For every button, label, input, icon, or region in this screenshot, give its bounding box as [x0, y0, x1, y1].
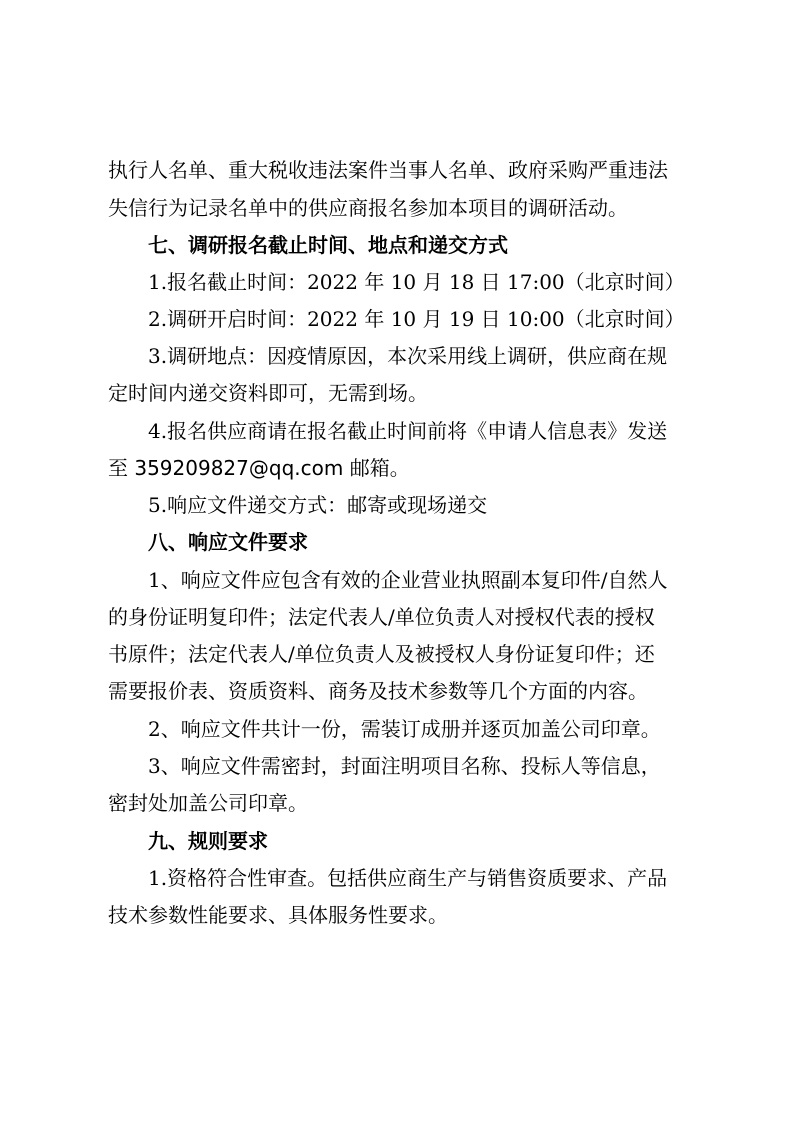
email-address: 359209827@qq.com: [134, 456, 344, 480]
section-8-item-1-line-2: 的身份证明复印件；法定代表人/单位负责人对授权代表的授权: [108, 605, 655, 629]
intro-line-1: 执行人名单、重大税收违法案件当事人名单、政府采购严重违法: [108, 158, 668, 182]
email-suffix: 邮箱。: [343, 456, 410, 480]
section-8-item-1-line-3: 书原件；法定代表人/单位负责人及被授权人身份证复印件；还: [108, 642, 655, 666]
section-7-item-3-line-1: 3.调研地点：因疫情原因，本次采用线上调研，供应商在规: [148, 344, 668, 368]
section-8-item-3-line-2: 密封处加盖公司印章。: [108, 791, 308, 815]
section-8-item-1-line-4: 需要报价表、资质资料、商务及技术参数等几个方面的内容。: [108, 679, 648, 703]
section-9-heading: 九、规则要求: [148, 829, 268, 853]
section-9-item-1-line-1: 1.资格符合性审查。包括供应商生产与销售资质要求、产品: [148, 866, 668, 890]
section-7-item-2: 2.调研开启时间：2022 年 10 月 19 日 10:00（北京时间）: [148, 307, 685, 331]
section-7-heading: 七、调研报名截止时间、地点和递交方式: [148, 233, 508, 257]
section-7-item-4-line-1: 4.报名供应商请在报名截止时间前将《申请人信息表》发送: [148, 419, 668, 443]
section-7-item-1: 1.报名截止时间：2022 年 10 月 18 日 17:00（北京时间）: [148, 270, 685, 294]
section-8-heading: 八、响应文件要求: [148, 530, 308, 554]
section-7-item-5: 5.响应文件递交方式：邮寄或现场递交: [148, 493, 488, 517]
email-prefix: 至: [108, 456, 135, 480]
intro-line-2: 失信行为记录名单中的供应商报名参加本项目的调研活动。: [108, 196, 628, 220]
section-8-item-2: 2、响应文件共计一份，需装订成册并逐页加盖公司印章。: [148, 717, 661, 741]
section-7-item-4-line-2: [108, 456, 410, 480]
section-7-item-3-line-2: 定时间内递交资料即可，无需到场。: [108, 381, 428, 405]
section-8-item-3-line-1: 3、响应文件需密封，封面注明项目名称、投标人等信息，: [148, 754, 661, 778]
section-8-item-1-line-1: 1、响应文件应包含有效的企业营业执照副本复印件/自然人: [148, 568, 668, 592]
section-9-item-1-line-2: 技术参数性能要求、具体服务性要求。: [108, 903, 448, 927]
